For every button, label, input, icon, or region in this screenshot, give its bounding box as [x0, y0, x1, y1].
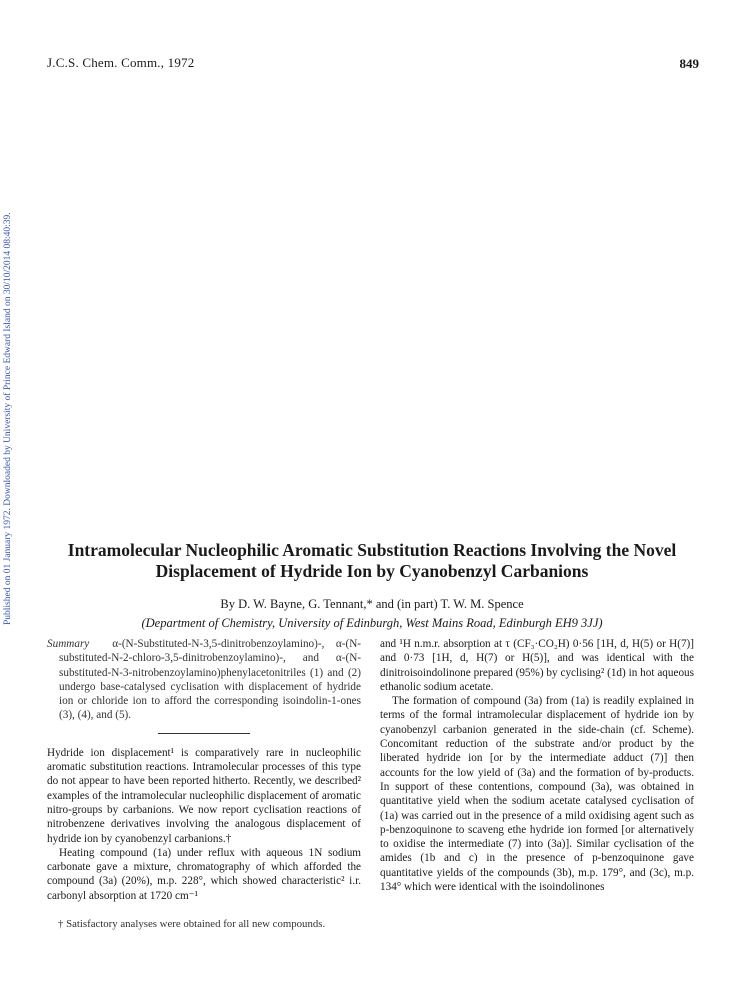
- download-sidebar-text: Published on 01 January 1972. Downloaded by University of Prince Edward Island on 30/10/2014 08:40:39.: [3, 212, 13, 625]
- authors: By D. W. Bayne, G. Tennant,* and (in part) T. W. M. Spence: [220, 597, 524, 611]
- section-divider: [158, 733, 250, 734]
- footnote: † Satisfactory analyses were obtained for all new compounds.: [58, 918, 326, 930]
- summary-text: α-(N-Substituted-N-3,5-dinitrobenzoylamino)-, α-(N-substituted-N-2-chloro-3,5-dinitrobenzoylamino)-, and α-(N-substituted-N-3-nitrobenzoylamino)phenylacetonitriles (1) and (2) undergo base-catalysed cyclisation with displacement of hydride ion or chloride ion to afford the corresponding isoindolin-1-ones (3), (4), and (5).: [59, 638, 361, 722]
- right-column: [380, 637, 694, 894]
- summary: [47, 637, 361, 723]
- left-column: [47, 637, 361, 903]
- summary-label: Summary: [47, 638, 90, 650]
- article-title: [40, 540, 704, 582]
- body-paragraph-2: Heating compound (1a) under reflux with aqueous 1N sodium carbonate gave a mixture, chromatography of which afforded the compound (3a) (20%), m.p. 228°, which showed characteristic² i.r. carbonyl absorption at 1720 cm⁻¹: [47, 846, 361, 902]
- title-line-1: Intramolecular Nucleophilic Aromatic Substitution Reactions Involving the Novel: [67, 540, 677, 560]
- title-line-2: Displacement of Hydride Ion by Cyanobenzyl Carbanions: [155, 561, 589, 581]
- body-paragraph-3: and ¹H n.m.r. absorption at τ (CF₃·CO₂H) 0·56 [1H, d, H(5) or H(7)] and 0·73 [1H, d, H(7) or H(5)], and was identical with the dinitroisoindolinone prepared (95%) by cyclising² (1d) in hot aqueous ethanolic sodium acetate.: [380, 638, 694, 693]
- page-number: 849: [679, 56, 699, 71]
- body-paragraph-1: Hydride ion displacement¹ is comparatively rare in nucleophilic aromatic substitution reactions. Intramolecular processes of this type do not appear to have been reported hitherto. Recently, we described² examples of the intramolecular nucleophilic displacement of aromatic nitro-groups by carbanions. We now report cyclisation reactions of nitrobenzene derivatives involving the analogous displacement of hydride ion by cyanobenzyl carbanions.†: [47, 746, 361, 845]
- journal-header: J.C.S. Chem. Comm., 1972: [47, 55, 195, 70]
- affiliation: (Department of Chemistry, University of Edinburgh, West Mains Road, Edinburgh EH9 3JJ): [141, 616, 603, 630]
- body-paragraph-4: The formation of compound (3a) from (1a) is readily explained in terms of the formal intramolecular displacement of hydride ion by cyanobenzyl carbanion generated in the side-chain (cf. Scheme). Concomitant reduction of the substrate and/or product by the liberated hydride ion [or by the intermediate adduct (7)] then accounts for the low yield of (3a) and the formation of by-products. In support of these contentions, compound (3a), was obtained in quantitative yield when the sodium acetate catalysed cyclisation of (1a) was carried out in the presence of a mild oxidising agent such as p-benzoquinone to scaveng ethe hydride ion formed [or alternatively to oxidise the intermediate (7) into (3a)]. Similar cyclisation of the amides (1b and c) in the presence of p-benzoquinone gave quantitative yields of the compounds (3b), m.p. 179°, and (3c), m.p. 134° which were identical with the isoindolinones: [380, 695, 694, 894]
